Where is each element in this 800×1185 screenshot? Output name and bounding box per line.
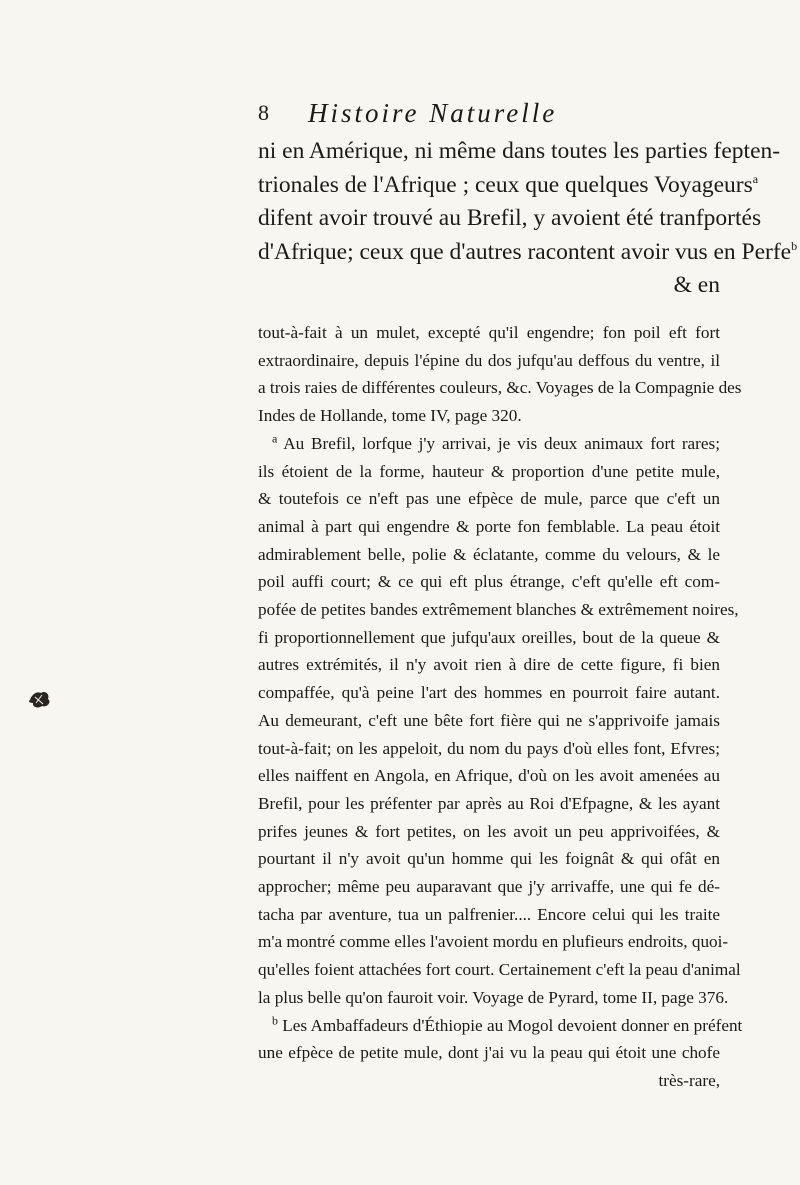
text-line: trionales de l'Afrique ; ceux que quelques Voyageurs$^a$ [258,171,759,198]
footnote-line: elles naiffent en Angola, en Afrique, d'où on les avoit amenées au [258,766,720,786]
footnote-line: Brefil, pour les préfenter par après au Roi d'Efpagne, & les ayant [258,793,720,813]
page-header [258,98,718,128]
footnote-line: prifes jeunes & fort petites, on les avoit un peu apprivoifées, & [258,821,720,841]
footnote-line: $^b$ Les Ambaffadeurs d'Éthiopie au Mogol devoient donner en préfent [272,1012,743,1035]
footnote-line: ils étoient de la forme, hauteur & proportion d'une petite mule, [258,461,720,481]
footnote-line: compaffée, qu'à peine l'art des hommes en pourroit faire autant. [258,683,720,703]
footnote-line: qu'elles foient attachées fort court. Certainement c'eft la peau d'animal [258,960,741,980]
footnote-line: Indes de Hollande, tome IV, page 320. [258,406,522,426]
footnote-line: admirablement belle, polie & éclatante, comme du velours, & le [258,544,720,564]
ink-stain-icon [27,688,53,710]
footnote-line: poil auffi court; & ce qui eft plus étrange, c'eft qu'elle eft com- [258,572,720,592]
text-line: difent avoir trouvé au Brefil, y avoient été tranfportés [258,205,762,231]
footnote-line: approcher; même peu auparavant que j'y arrivaffe, une qui fe dé- [258,877,720,897]
footnote-line: autres extrémités, il n'y avoit rien à dire de cette figure, fi bien [258,655,720,675]
footnote-line: animal à part qui engendre & porte fon femblable. La peau étoit [258,516,720,536]
footnotes [258,319,743,1095]
footnote-line: la plus belle qu'on fauroit voir. Voyage de Pyrard, tome II, page 376. [258,987,729,1007]
footnote-line: $^a$ Au Brefil, lorfque j'y arrivai, je vis deux animaux fort rares; [272,431,720,453]
footnote-line: Au demeurant, c'eft une bête fort fière qui ne s'apprivoife jamais [258,710,720,730]
footnote-line: extraordinaire, depuis l'épine du dos jufqu'au deffous du ventre, il [258,350,720,370]
footnote-line: tacha par aventure, tua un palfrenier.... Encore celui qui les traite [258,904,720,924]
footnote-marker-b: b [791,238,798,253]
footnote-marker-a: a [752,171,759,186]
page-number: 8 [258,100,269,125]
text-line: ni en Amérique, ni même dans toutes les parties fepten- [258,138,781,164]
main-text [258,135,798,303]
text-line: d'Afrique; ceux que d'autres racontent avoir vus en Perfe$^b$ [258,238,798,265]
footnote-line: pofée de petites bandes extrêmement blanches & extrêmement noires, [258,600,739,620]
footnote-line: tout-à-fait à un mulet, excepté qu'il engendre; fon poil eft fort [258,323,720,342]
footnote-line: fi proportionnellement que jufqu'aux oreilles, bout de la queue & [258,627,720,647]
catchword: très-rare, [658,1070,720,1090]
footnote-line: a trois raies de différentes couleurs, &c. Voyages de la Compagnie des [258,378,742,398]
footnote-line: une efpèce de petite mule, dont j'ai vu la peau qui étoit une chofe [258,1043,720,1063]
footnote-line: pourtant il n'y avoit qu'un homme qui les foignât & qui ofât en [258,849,720,869]
running-title: Histoire Naturelle [308,98,558,128]
catchword: & en [673,272,720,298]
footnote-line: m'a montré comme elles l'avoient mordu en plufieurs endroits, quoi- [258,932,729,952]
footnote-line: & toutefois ce n'eft pas une efpèce de mule, parce que c'eft un [258,489,720,509]
footnote-line: tout-à-fait; on les appeloit, du nom du pays d'où elles font, Efvres; [258,738,720,758]
note-marker-a: a [272,431,278,446]
note-marker-b: b [272,1012,278,1027]
